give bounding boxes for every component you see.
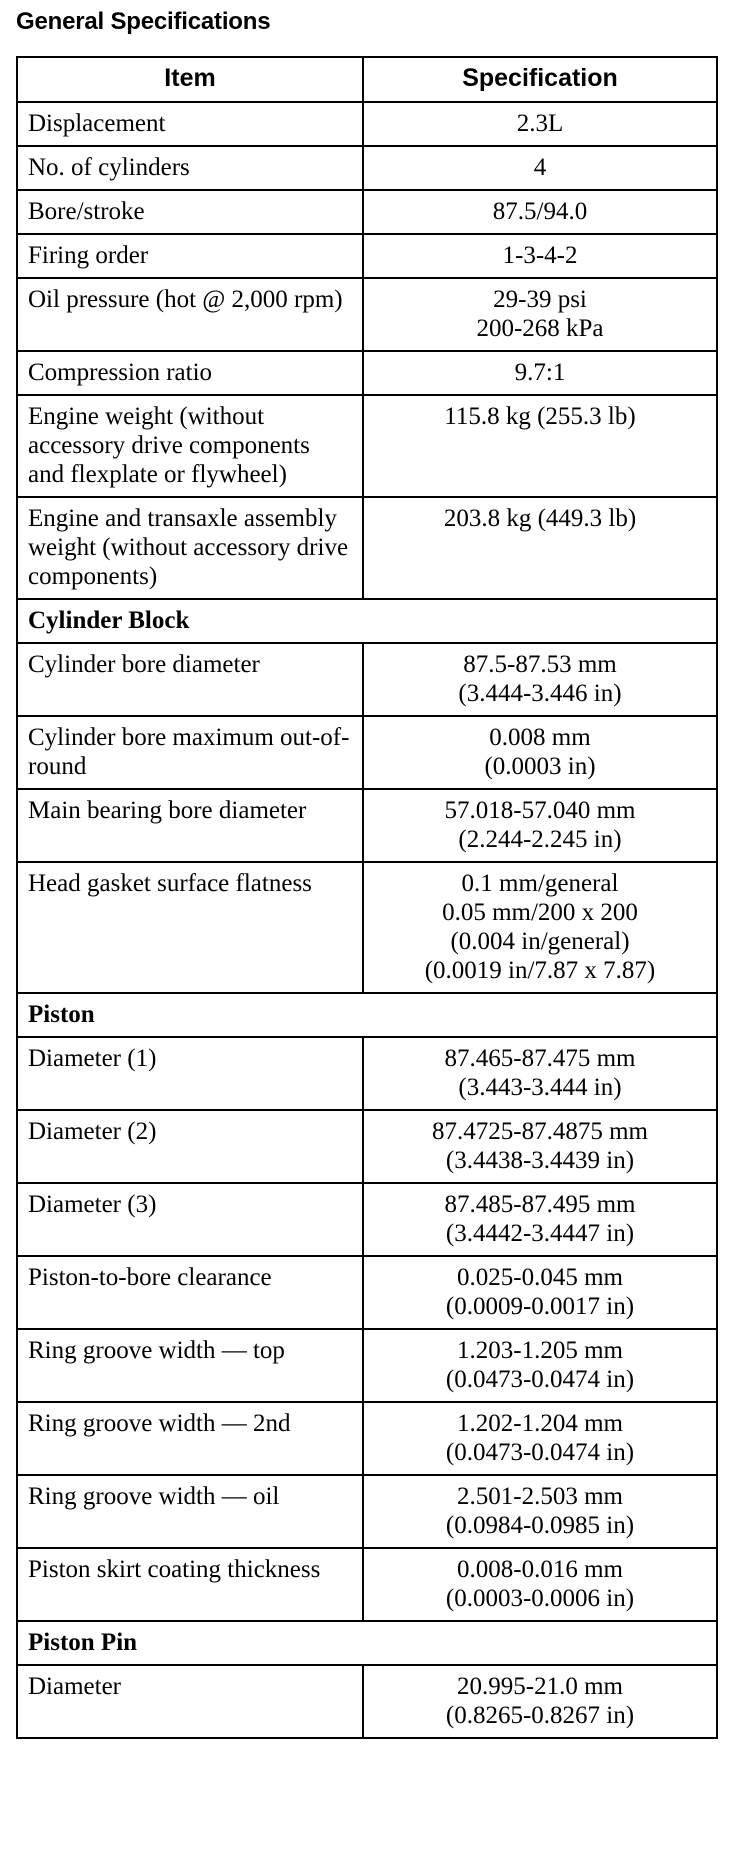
item-cell: Head gasket surface flatness	[17, 862, 363, 993]
table-row	[17, 1183, 717, 1256]
table-row	[17, 862, 717, 993]
item-cell: Cylinder bore diameter	[17, 643, 363, 716]
specification-cell: 87.4725-87.4875 mm (3.4438-3.4439 in)	[363, 1110, 717, 1183]
table-row	[17, 1548, 717, 1621]
specification-cell: 1-3-4-2	[363, 234, 717, 278]
item-cell: Piston skirt coating thickness	[17, 1548, 363, 1621]
specification-cell: 87.465-87.475 mm (3.443-3.444 in)	[363, 1037, 717, 1110]
specification-cell: 29-39 psi 200-268 kPa	[363, 278, 717, 351]
table-row	[17, 716, 717, 789]
specification-cell: 57.018-57.040 mm (2.244-2.245 in)	[363, 789, 717, 862]
specification-cell: 115.8 kg (255.3 lb)	[363, 395, 717, 497]
table-row	[17, 395, 717, 497]
item-cell: Ring groove width — 2nd	[17, 1402, 363, 1475]
page-title: General Specifications	[16, 8, 271, 35]
section-heading: Piston	[17, 993, 717, 1037]
item-cell: Firing order	[17, 234, 363, 278]
specification-cell: 9.7:1	[363, 351, 717, 395]
item-cell: Main bearing bore diameter	[17, 789, 363, 862]
item-cell: Engine and transaxle assembly weight (without accessory drive components)	[17, 497, 363, 599]
item-cell: Displacement	[17, 102, 363, 146]
table-row	[17, 789, 717, 862]
specification-cell: 203.8 kg (449.3 lb)	[363, 497, 717, 599]
specification-cell: 4	[363, 146, 717, 190]
table-row	[17, 1110, 717, 1183]
specification-cell: 0.025-0.045 mm (0.0009-0.0017 in)	[363, 1256, 717, 1329]
section-heading: Piston Pin	[17, 1621, 717, 1665]
item-cell: Diameter (2)	[17, 1110, 363, 1183]
table-row	[17, 278, 717, 351]
item-cell: Ring groove width — oil	[17, 1475, 363, 1548]
item-cell: Diameter	[17, 1665, 363, 1738]
specification-cell: 87.485-87.495 mm (3.4442-3.4447 in)	[363, 1183, 717, 1256]
item-cell: Bore/stroke	[17, 190, 363, 234]
item-cell: Ring groove width — top	[17, 1329, 363, 1402]
table-header-row	[17, 57, 717, 102]
specification-cell: 0.008 mm (0.0003 in)	[363, 716, 717, 789]
column-header-item: Item	[17, 57, 363, 102]
item-cell: Piston-to-bore clearance	[17, 1256, 363, 1329]
item-cell: Diameter (1)	[17, 1037, 363, 1110]
specification-cell: 20.995-21.0 mm (0.8265-0.8267 in)	[363, 1665, 717, 1738]
table-row	[17, 1329, 717, 1402]
table-row	[17, 1475, 717, 1548]
item-cell: Oil pressure (hot @ 2,000 rpm)	[17, 278, 363, 351]
table-row	[17, 190, 717, 234]
section-heading: Cylinder Block	[17, 599, 717, 643]
item-cell: Compression ratio	[17, 351, 363, 395]
section-row	[17, 1621, 717, 1665]
item-cell: Engine weight (without accessory drive components and flexplate or flywheel)	[17, 395, 363, 497]
section-row	[17, 599, 717, 643]
specification-cell: 87.5-87.53 mm (3.444-3.446 in)	[363, 643, 717, 716]
specifications-table	[16, 56, 718, 1739]
table-row	[17, 351, 717, 395]
table-row	[17, 497, 717, 599]
table-row	[17, 102, 717, 146]
table-row	[17, 1402, 717, 1475]
table-body	[17, 102, 717, 1738]
table-row	[17, 1256, 717, 1329]
item-cell: Diameter (3)	[17, 1183, 363, 1256]
column-header-specification: Specification	[363, 57, 717, 102]
section-row	[17, 993, 717, 1037]
specification-cell: 1.203-1.205 mm (0.0473-0.0474 in)	[363, 1329, 717, 1402]
specification-cell: 1.202-1.204 mm (0.0473-0.0474 in)	[363, 1402, 717, 1475]
item-cell: No. of cylinders	[17, 146, 363, 190]
table-row	[17, 643, 717, 716]
specification-cell: 0.008-0.016 mm (0.0003-0.0006 in)	[363, 1548, 717, 1621]
specification-cell: 2.501-2.503 mm (0.0984-0.0985 in)	[363, 1475, 717, 1548]
table-row	[17, 1665, 717, 1738]
specification-cell: 0.1 mm/general 0.05 mm/200 x 200 (0.004 in/general) (0.0019 in/7.87 x 7.87)	[363, 862, 717, 993]
specification-cell: 87.5/94.0	[363, 190, 717, 234]
specification-cell: 2.3L	[363, 102, 717, 146]
table-row	[17, 234, 717, 278]
table-row	[17, 1037, 717, 1110]
table-row	[17, 146, 717, 190]
item-cell: Cylinder bore maximum out-of-round	[17, 716, 363, 789]
